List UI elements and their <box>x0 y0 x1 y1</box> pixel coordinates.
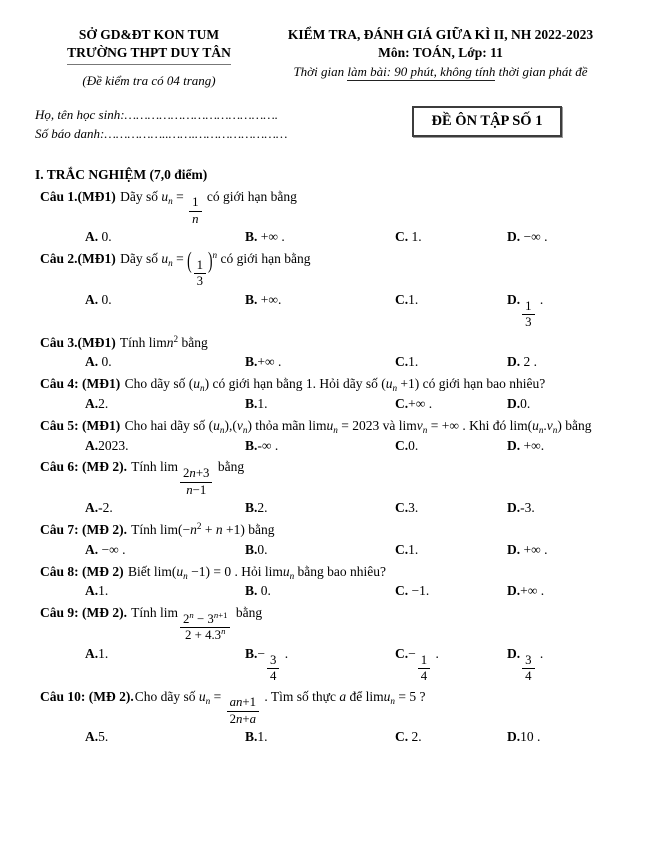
answer-letter: A. <box>85 729 99 745</box>
subject-line: Môn: TOÁN, Lớp: 11 <box>378 44 503 60</box>
answer-letter: D. <box>507 354 521 370</box>
answer-letter: D. <box>507 395 521 411</box>
answer-letter: C. <box>395 645 409 661</box>
answer-option: A.2. <box>85 395 109 411</box>
question-block <box>35 246 612 330</box>
school-name: TRƯỜNG THPT DUY TÂN <box>67 44 231 65</box>
answer-letter: C. <box>395 395 409 411</box>
answer-option: C.+∞ . <box>395 395 433 411</box>
answer-option: A.1. <box>85 645 109 661</box>
answer-letter: A. <box>85 437 99 453</box>
answer-option: C.0. <box>395 437 419 453</box>
answer-letter: B. <box>245 645 258 661</box>
answer-letter: C. <box>395 354 409 370</box>
answer-option: D.-3. <box>507 500 535 516</box>
answer-row <box>35 395 612 413</box>
answer-option: B.2. <box>245 500 268 516</box>
answer-letter: C. <box>395 541 409 557</box>
answer-row <box>35 728 612 746</box>
answer-row <box>35 228 612 246</box>
question-label: Câu 3.(MĐ1) <box>40 334 116 350</box>
answer-letter: D. <box>507 645 521 661</box>
answer-letter: B. <box>245 395 258 411</box>
answer-option: D. $\frac{1}{3}$ . <box>507 291 544 330</box>
answer-letter: A. <box>85 583 99 599</box>
question-stem: Câu 6: (MĐ 2). Tính lim $\frac{2n+3}{n-1}$ bằng <box>40 459 245 497</box>
answer-option: A.5. <box>85 729 109 745</box>
answer-option: B.+∞ . <box>245 354 282 370</box>
answer-option: A. 0. <box>85 354 112 370</box>
answer-option: B.1. <box>245 395 268 411</box>
answer-letter: C. <box>395 583 409 599</box>
student-name-line: Họ, tên học sinh:…………………………………. <box>35 106 279 122</box>
questions <box>35 188 612 746</box>
question-block <box>35 604 612 683</box>
answer-letter: A. <box>85 354 99 370</box>
exam-title: KIỂM TRA, ĐÁNH GIÁ GIỮA KÌ II, NH 2022-2023 <box>287 27 594 42</box>
department-name: SỞ GD&ĐT KON TUM <box>78 27 220 42</box>
answer-letter: D. <box>507 500 521 516</box>
question-stem: Câu 1.(MĐ1) Dãy số $u_n$ = $\frac{1}{n}$ có giới hạn bằng <box>40 188 297 226</box>
answer-letter: D. <box>507 437 521 453</box>
answer-option: B. 0. <box>245 583 271 599</box>
answer-letter: C. <box>395 437 409 453</box>
question-stem: Câu 9: (MĐ 2). Tính lim $\frac{2^n - 3^{n+1}}{2 + 4.3^n}$ bằng <box>40 605 263 643</box>
answer-letter: D. <box>507 583 521 599</box>
fraction: $\frac{3}{4}$ <box>522 654 534 684</box>
answer-letter: D. <box>507 541 521 557</box>
answer-option: C. −1. <box>395 583 430 599</box>
answer-option: C.− $\frac{1}{4}$ . <box>395 645 439 684</box>
fraction: $\frac{1}{3}$ <box>522 300 534 330</box>
answer-option: D. 2 . <box>507 354 537 370</box>
fraction: $\frac{2^n - 3^{n+1}}{2 + 4.3^n}$ <box>180 613 230 643</box>
question-stem: Câu 3.(MĐ1) Tính limn$^2$ bằng <box>40 333 208 350</box>
answer-row <box>35 582 612 600</box>
question-label: Câu 4: (MĐ1) <box>40 376 121 392</box>
answer-option: B. +∞. <box>245 291 282 307</box>
answer-option: C.1. <box>395 291 419 307</box>
answer-option: B.1. <box>245 729 268 745</box>
answer-option: D. +∞. <box>507 437 545 453</box>
time-line: Thời gian làm bài: 90 phút, không tính thời gian phát đề <box>293 63 588 79</box>
question-block <box>35 334 612 372</box>
question-label: Câu 6: (MĐ 2). <box>40 459 127 475</box>
answer-row <box>35 645 612 684</box>
question-label: Câu 9: (MĐ 2). <box>40 605 127 621</box>
question-block <box>35 563 612 601</box>
answer-option: D.10 . <box>507 729 541 745</box>
answer-letter: D. <box>507 229 521 245</box>
question-stem: Câu 10: (MĐ 2).Cho dãy số $u_n$ = $\frac{an+1}{2n+a}$ . Tìm số thực a để limu$_n$ = 5 ? <box>40 688 426 726</box>
answer-letter: B. <box>245 500 258 516</box>
exam-set-box: ĐỀ ÔN TẬP SỐ 1 <box>412 106 562 137</box>
answer-row <box>35 437 612 455</box>
fraction: $\frac{1}{n}$ <box>189 196 201 226</box>
header-left-block <box>35 26 263 89</box>
answer-option: D.+∞ . <box>507 583 545 599</box>
answer-option: A.2023. <box>85 437 129 453</box>
answer-option: C.1. <box>395 541 419 557</box>
answer-letter: C. <box>395 500 409 516</box>
answer-letter: B. <box>245 354 258 370</box>
fraction: $\frac{3}{4}$ <box>267 654 279 684</box>
question-stem: Câu 5: (MĐ1) Cho hai dãy số $(u_n),(v_n)$ thỏa mãn limu$_n$ = 2023 và limv$_n$ = +∞ . Khi đó $\lim(u_n.v_n)$ bằng <box>40 417 592 435</box>
answer-letter: B. <box>245 729 258 745</box>
answer-option: C. 1. <box>395 229 422 245</box>
answer-letter: A. <box>85 645 99 661</box>
answer-letter: C. <box>395 291 409 307</box>
exam-header <box>35 26 612 89</box>
answer-row <box>35 291 612 330</box>
answer-option: A. −∞ . <box>85 541 126 557</box>
question-stem: Câu 8: (MĐ 2) Biết $\lim(u_n -1) = 0$ . Hỏi limu$_n$ bằng bao nhiêu? <box>40 563 387 581</box>
question-block <box>35 417 612 455</box>
answer-letter: A. <box>85 541 99 557</box>
answer-letter: B. <box>245 291 258 307</box>
fraction: $\frac{an+1}{2n+a}$ <box>227 696 259 726</box>
time-underlined: làm bài: 90 phút, không tính <box>347 63 496 79</box>
answer-letter: A. <box>85 500 99 516</box>
question-block <box>35 188 612 247</box>
answer-option: C.1. <box>395 354 419 370</box>
question-stem: Câu 4: (MĐ1) Cho dãy số $(u_n)$ có giới hạn bằng 1. Hỏi dãy số $(u_n +1)$ có giới hạn bao nhiêu? <box>40 376 546 393</box>
pages-note: (Đề kiểm tra có 04 trang) <box>82 72 216 88</box>
question-stem: Câu 7: (MĐ 2). Tính $\lim(-n^2 + n +1)$ bằng <box>40 520 275 537</box>
answer-option: A.1. <box>85 583 109 599</box>
question-block <box>35 375 612 413</box>
section-1-title: I. TRẮC NGHIỆM (7,0 điểm) <box>35 166 208 182</box>
answer-letter: A. <box>85 229 99 245</box>
question-label: Câu 10: (MĐ 2). <box>40 688 134 704</box>
student-id-line: Số báo danh:……………..…….…………………… <box>35 125 288 141</box>
answer-option: A.-2. <box>85 500 113 516</box>
right-paren: ) <box>208 246 213 274</box>
answer-row <box>35 499 612 517</box>
question-stem: Câu 2.(MĐ1) Dãy số $u_n$ = ( $\frac{1}{3}$ )$^n$ có giới hạn bằng <box>40 246 311 289</box>
header-right-block <box>263 26 612 89</box>
answer-option: B.0. <box>245 541 268 557</box>
answer-row <box>35 353 612 371</box>
question-label: Câu 5: (MĐ1) <box>40 417 121 433</box>
answer-letter: D. <box>507 291 521 307</box>
answer-letter: D. <box>507 729 521 745</box>
answer-option: B.− $\frac{3}{4}$ . <box>245 645 289 684</box>
answer-row <box>35 541 612 559</box>
question-block <box>35 521 612 559</box>
answer-letter: B. <box>245 541 258 557</box>
answer-letter: B. <box>245 583 258 599</box>
fraction: $\frac{1}{3}$ <box>194 259 206 289</box>
answer-option: A. 0. <box>85 291 112 307</box>
answer-option: B.-∞ . <box>245 437 279 453</box>
fraction: $\frac{1}{4}$ <box>418 654 430 684</box>
answer-option: B. +∞ . <box>245 229 285 245</box>
question-label: Câu 2.(MĐ1) <box>40 251 116 267</box>
answer-option: D. $\frac{3}{4}$ . <box>507 645 544 684</box>
answer-option: A. 0. <box>85 229 112 245</box>
left-paren: ( <box>187 246 192 274</box>
question-label: Câu 1.(MĐ1) <box>40 188 116 204</box>
answer-option: D.0. <box>507 395 531 411</box>
question-label: Câu 8: (MĐ 2) <box>40 563 124 579</box>
answer-letter: B. <box>245 437 258 453</box>
answer-option: D. +∞ . <box>507 541 548 557</box>
question-label: Câu 7: (MĐ 2). <box>40 521 127 537</box>
answer-letter: C. <box>395 229 409 245</box>
answer-option: C. 2. <box>395 729 422 745</box>
answer-letter: C. <box>395 729 409 745</box>
question-block <box>35 458 612 517</box>
answer-option: D. −∞ . <box>507 229 548 245</box>
answer-letter: B. <box>245 229 258 245</box>
answer-option: C.3. <box>395 500 419 516</box>
answer-letter: A. <box>85 395 99 411</box>
question-block <box>35 688 612 747</box>
fraction: $\frac{2n+3}{n-1}$ <box>180 467 212 497</box>
answer-letter: A. <box>85 291 99 307</box>
student-info-section <box>35 106 612 158</box>
